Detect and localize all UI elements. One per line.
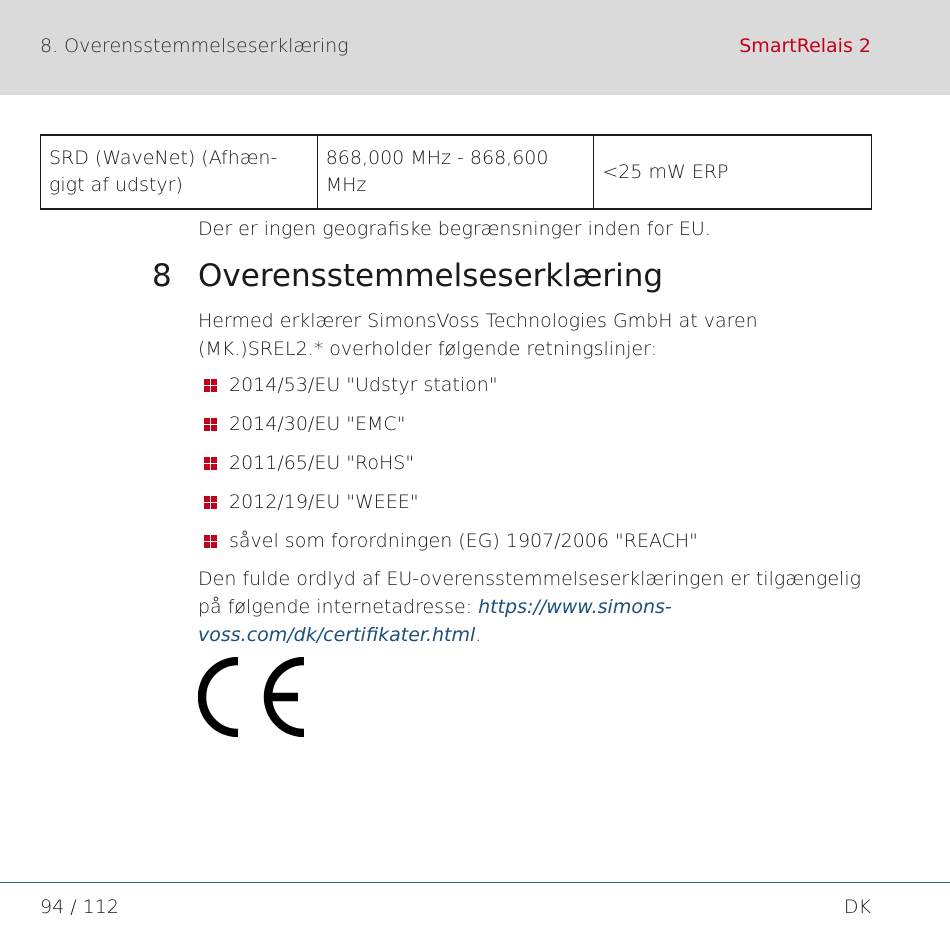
bullet-icon	[204, 535, 217, 548]
band-cell: SRD (WaveNet) (Afhæn-gigt af udstyr)	[41, 135, 318, 209]
directive-text: 2014/53/EU "Udstyr station"	[229, 374, 498, 396]
bullet-icon	[204, 418, 217, 431]
list-item	[204, 372, 698, 411]
page-header	[0, 0, 950, 95]
section-number: 8	[152, 258, 172, 294]
directive-text: 2012/19/EU "WEEE"	[229, 491, 419, 513]
section-title: Overensstemmelseserklæring	[198, 258, 664, 294]
geo-note: Der er ingen geografiske begrænsninger inden for EU.	[198, 218, 711, 240]
page-number: 94 / 112	[40, 896, 119, 918]
list-item	[204, 489, 698, 528]
bullet-icon	[204, 457, 217, 470]
intro-paragraph: Hermed erklærer SimonsVoss Technologies GmbH at varen (MK.)SREL2.* overholder følgende retningslinjer:	[198, 310, 758, 360]
directive-text: 2014/30/EU "EMC"	[229, 413, 406, 435]
power-cell: <25 mW ERP	[594, 135, 872, 209]
footer-divider	[0, 882, 950, 883]
table-row	[41, 135, 872, 209]
list-item	[204, 450, 698, 489]
directive-text: 2011/65/EU "RoHS"	[229, 452, 415, 474]
closing-paragraph	[198, 565, 878, 649]
certificates-link[interactable]: https://www.simons-voss.com/dk/certifikater.html	[198, 596, 672, 646]
header-section-label: 8. Overensstemmelseserklæring	[40, 35, 349, 57]
bullet-icon	[204, 379, 217, 392]
frequency-table	[40, 134, 872, 210]
language-code: DK	[843, 896, 871, 918]
bullet-icon	[204, 496, 217, 509]
header-product-name: SmartRelais 2	[739, 35, 871, 57]
list-item	[204, 411, 698, 450]
directive-text: såvel som forordningen (EG) 1907/2006 "REACH"	[229, 530, 698, 552]
closing-text: Den fulde ordlyd af EU-overensstemmelseserklæringen er tilgængelig på følgende internetadresse:	[198, 568, 862, 618]
list-item	[204, 528, 698, 567]
directive-list	[204, 372, 698, 567]
closing-end: .	[475, 624, 482, 646]
frequency-cell: 868,000 MHz - 868,600 MHz	[317, 135, 594, 209]
ce-mark-icon	[198, 657, 308, 741]
